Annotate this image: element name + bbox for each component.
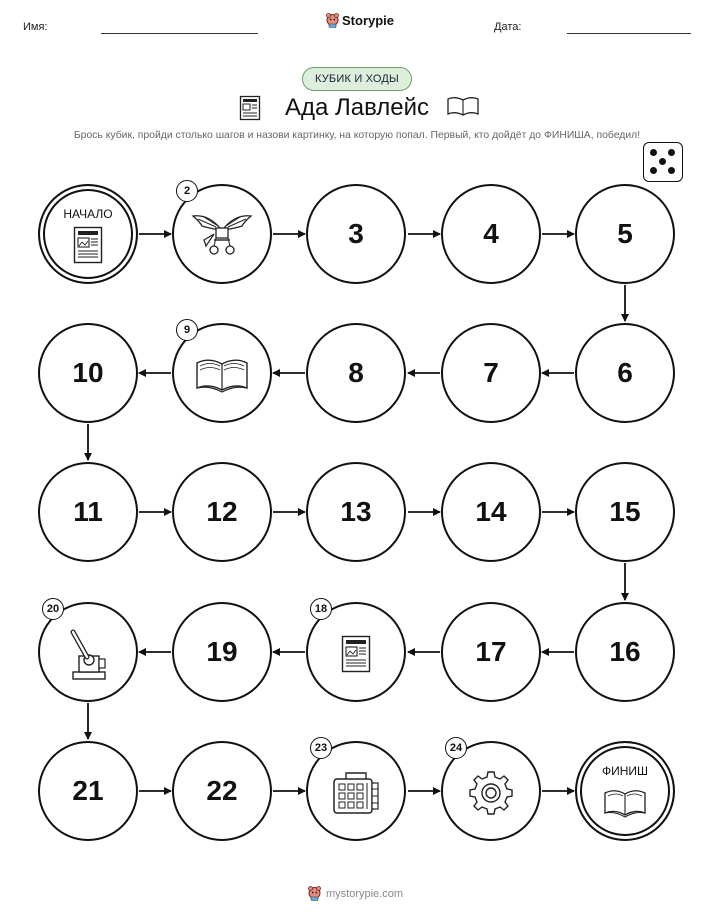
board-cell-13[interactable] (306, 462, 406, 562)
book-icon (194, 355, 250, 395)
board-cell-23[interactable] (306, 741, 406, 841)
footer (308, 886, 403, 901)
footer-site-link[interactable]: mystorypie.com (326, 887, 404, 900)
cell-number: 4 (483, 218, 499, 249)
cell-number: 16 (609, 636, 641, 667)
board-cell-3[interactable] (306, 184, 406, 284)
board-cell-17[interactable] (441, 602, 541, 702)
board-cell-11[interactable] (38, 462, 138, 562)
board-cell-6[interactable] (575, 323, 675, 423)
cell-number: 6 (617, 357, 633, 388)
page-title: Ада Лавлейс (284, 94, 430, 121)
date-label: Дата: (494, 21, 522, 33)
cell-number: 14 (475, 496, 507, 527)
cell-number-tag: 20 (42, 598, 64, 620)
board-cell-5[interactable] (575, 184, 675, 284)
cell-number: 13 (340, 496, 372, 527)
calculating-machine-icon (330, 769, 382, 817)
gear-icon (469, 771, 513, 815)
board-cell-15[interactable] (575, 462, 675, 562)
cell-number: 17 (475, 636, 507, 667)
cell-number: 3 (348, 218, 364, 249)
board-cell-18[interactable] (306, 602, 406, 702)
cell-number: 12 (206, 496, 238, 527)
board-cell-19[interactable] (172, 602, 272, 702)
name-label: Имя: (23, 21, 48, 33)
cell-number: 8 (348, 357, 364, 388)
flying-machine-icon (190, 210, 254, 260)
storypie-mascot-icon (308, 886, 321, 901)
cell-number-tag: 24 (445, 737, 467, 759)
activity-badge: КУБИК И ХОДЫ (302, 67, 412, 91)
cell-number-tag: 23 (310, 737, 332, 759)
board-cell-24[interactable] (441, 741, 541, 841)
board-cell-2[interactable] (172, 184, 272, 284)
cell-number: 21 (72, 775, 104, 806)
board-cell-10[interactable] (38, 323, 138, 423)
newspaper-icon (73, 226, 103, 264)
board-cell-finish[interactable] (575, 741, 675, 841)
cell-number: 10 (72, 357, 104, 388)
board-cell-22[interactable] (172, 741, 272, 841)
cell-number: 7 (483, 357, 499, 388)
cell-number: 19 (206, 636, 238, 667)
lever-icon (65, 626, 111, 682)
board-cell-21[interactable] (38, 741, 138, 841)
board-cell-9[interactable] (172, 323, 272, 423)
board-cell-4[interactable] (441, 184, 541, 284)
board-cell-20[interactable] (38, 602, 138, 702)
cell-number: 15 (609, 496, 641, 527)
cell-number-tag: 18 (310, 598, 332, 620)
board-cell-8[interactable] (306, 323, 406, 423)
board-cell-12[interactable] (172, 462, 272, 562)
brand-name: Storypie (342, 13, 395, 28)
start-label: НАЧАЛО (63, 207, 113, 221)
board-cell-14[interactable] (441, 462, 541, 562)
book-icon (602, 787, 648, 819)
cell-number: 11 (73, 496, 103, 527)
finish-label: ФИНИШ (601, 764, 649, 778)
board-cell-7[interactable] (441, 323, 541, 423)
cell-number: 22 (206, 775, 238, 806)
cell-number-tag: 2 (176, 180, 198, 202)
board-cell-start[interactable] (38, 184, 138, 284)
cell-number-tag: 9 (176, 319, 198, 341)
board-cell-16[interactable] (575, 602, 675, 702)
newspaper-icon (341, 635, 371, 673)
cell-number: 5 (617, 218, 633, 249)
instructions: Брось кубик, пройди столько шагов и назови картинку, на которую попал. Первый, кто дойдёт до ФИНИША, победил! (73, 130, 641, 141)
